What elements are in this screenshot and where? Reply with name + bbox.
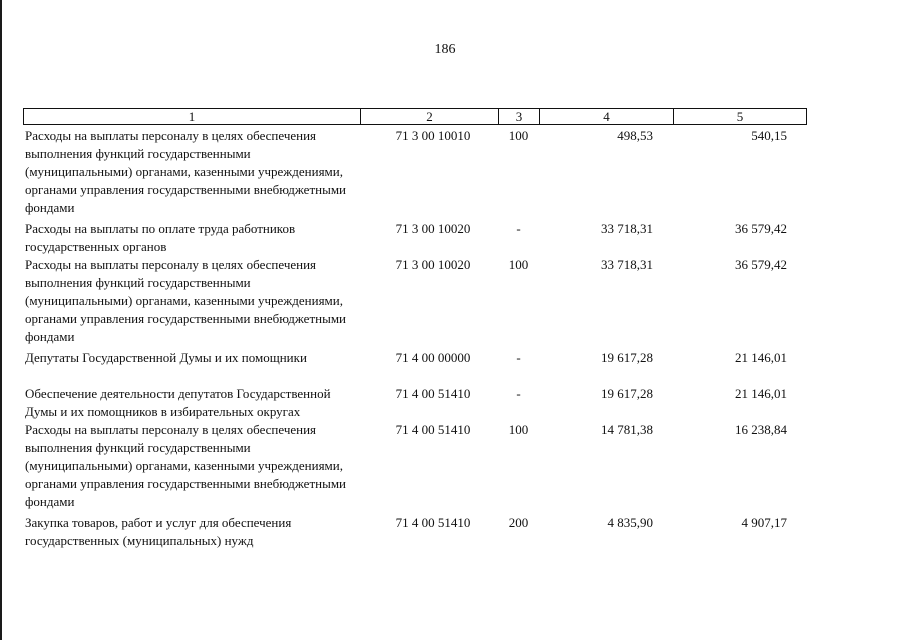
row-name: Расходы на выплаты персоналу в целях обеспечения выполнения функций государственными (муниципальными) органами, казенными учреждениями, органами управления государственными внебюджетными фондами	[25, 128, 347, 215]
table-header	[23, 108, 807, 125]
table-row	[23, 385, 807, 421]
row-type: 100	[508, 128, 529, 143]
row-name: Закупка товаров, работ и услуг для обеспечения государственных (муниципальных) нужд	[25, 515, 292, 548]
row-code: 71 4 00 51410	[395, 515, 471, 530]
row-value-4: 19 617,28	[601, 386, 653, 401]
row-value-5: 16 238,84	[735, 422, 787, 437]
row-name: Депутаты Государственной Думы и их помощники	[25, 350, 307, 365]
row-name: Расходы на выплаты персоналу в целях обеспечения выполнения функций государственными (муниципальными) органами, казенными учреждениями, органами управления государственными внебюджетными фондами	[25, 422, 347, 509]
table-body	[23, 127, 807, 550]
column-header-4: 4	[540, 109, 674, 124]
row-value-4: 19 617,28	[601, 350, 653, 365]
table-row	[23, 256, 807, 346]
row-type: -	[516, 221, 521, 236]
row-value-4: 33 718,31	[601, 257, 653, 272]
row-code: 71 3 00 10020	[395, 257, 471, 272]
row-value-5: 21 146,01	[735, 386, 787, 401]
row-code: 71 4 00 00000	[395, 350, 471, 365]
table-row	[23, 127, 807, 217]
row-code: 71 3 00 10020	[395, 221, 471, 236]
row-type: -	[516, 386, 521, 401]
row-value-5: 4 907,17	[741, 515, 787, 530]
row-name: Расходы на выплаты персоналу в целях обеспечения выполнения функций государственными (муниципальными) органами, казенными учреждениями, органами управления государственными внебюджетными фондами	[25, 257, 347, 344]
table-row	[23, 220, 807, 256]
page-number: 186	[434, 42, 456, 57]
row-value-5: 36 579,42	[735, 257, 787, 272]
row-type: 100	[508, 257, 529, 272]
table-row	[23, 349, 807, 367]
row-value-5: 540,15	[751, 128, 787, 143]
row-type: -	[516, 350, 521, 365]
table-row	[23, 514, 807, 550]
row-name: Расходы на выплаты по оплате труда работников государственных органов	[25, 221, 296, 254]
row-name: Обеспечение деятельности депутатов Государственной Думы и их помощников в избирательных округах	[25, 386, 331, 419]
row-code: 71 4 00 51410	[395, 386, 471, 401]
column-header-1: 1	[24, 109, 361, 124]
column-header-3: 3	[499, 109, 540, 124]
row-value-5: 36 579,42	[735, 221, 787, 236]
column-header-2: 2	[361, 109, 499, 124]
column-header-5: 5	[736, 109, 744, 124]
page-edge-line	[0, 0, 2, 640]
row-type: 200	[508, 515, 529, 530]
row-value-4: 498,53	[617, 128, 653, 143]
row-value-4: 14 781,38	[601, 422, 653, 437]
row-code: 71 3 00 10010	[395, 128, 471, 143]
row-type: 100	[508, 422, 529, 437]
row-value-5: 21 146,01	[735, 350, 787, 365]
row-value-4: 33 718,31	[601, 221, 653, 236]
row-value-4: 4 835,90	[607, 515, 653, 530]
row-code: 71 4 00 51410	[395, 422, 471, 437]
table-row	[23, 421, 807, 511]
